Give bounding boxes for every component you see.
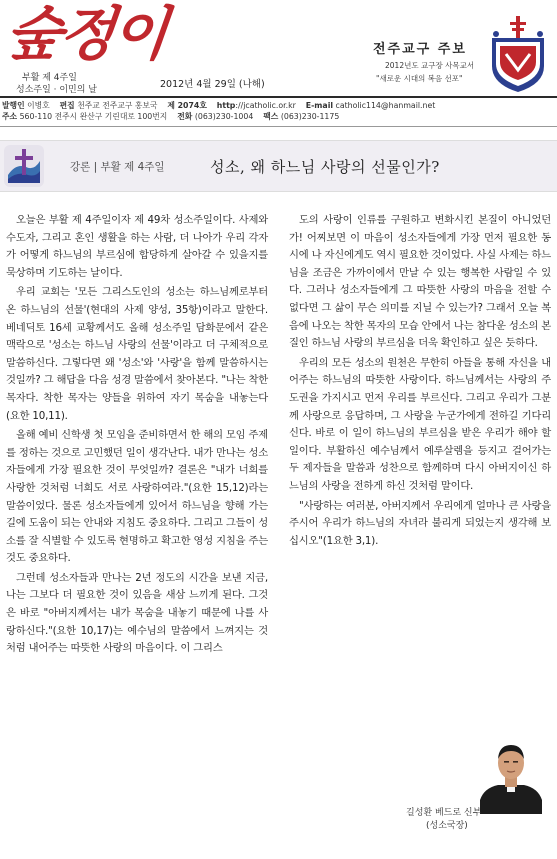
article-paragraph: 오늘은 부활 제 4주일이자 제 49차 성소주일이다. 사제와 수도자, 그리고 혼인 생활을 하는 사람, 더 나아가 우리 각자가 어떻게 하느님의 부르심에 합당하게 살아갈 수 있을지를 묵상하며 기도하는 날이다. bbox=[6, 214, 268, 279]
article-paragraph: 그런데 성소자들과 만나는 2년 정도의 시간을 보낸 지금, 나는 그보다 더 필요한 것이 있음을 새삼 느끼게 된다. 그것은 바로 "아버지께서는 내가 목숨을 내놓기 때문에 나를 사랑하신다."(요한 10,17)는 예수님의 말씀에서 느껴지는 것처럼 내어주는 따뜻한 사랑의 마음이다. 이 그리스 bbox=[6, 571, 268, 655]
article-paragraph: 도의 사랑이 인류를 구원하고 변화시킨 본질이 아니었던가! 어찌보면 이 마음이 성소자들에게 가장 먼저 필요한 동시에 나 자신에게도 역시 필요한 것이었다. 사실 사제는 하느님을 조금은 가까이에서 만날 수 있는 행복한 사람일 수 있다. 그러나 성소자들에게 그 따뜻한 사랑의 마음을 전할 수 없다면 그 삶이 무슨 의미를 지닐 수 있는가? 그래서 오늘 복음에 나오는 착한 목자의 모습 안에서 나는 참다운 성소의 본질인 하느님 사랑의 부르심을 더욱 확인하고 싶은 듯하다. bbox=[289, 214, 551, 350]
issue-date: 2012년 4월 29일 (나해) bbox=[160, 79, 265, 90]
liturgical-day: 부활 제 4주일 bbox=[22, 73, 77, 83]
bulletin-logo: 숲정이 bbox=[2, 0, 169, 68]
fax-label: 팩스 bbox=[263, 112, 279, 121]
website-label: http bbox=[216, 101, 236, 110]
article-column-left bbox=[6, 212, 268, 660]
priest-portrait bbox=[476, 736, 546, 814]
article-column-right bbox=[289, 212, 551, 552]
publisher-value: 이병호 bbox=[27, 101, 50, 110]
author-name: 길성환 베드로 신부 bbox=[406, 808, 482, 818]
fax-value: (063)230-1175 bbox=[280, 112, 340, 121]
author-role: (성소국장) bbox=[426, 821, 468, 831]
email-label: E-mail bbox=[305, 101, 334, 110]
publisher-info-line bbox=[2, 100, 435, 111]
masthead bbox=[0, 0, 557, 96]
article-paragraph: 올해 예비 신학생 첫 모임을 준비하면서 한 해의 모임 주제를 정하는 것으로 고민했던 일이 생각난다. 내가 만나는 성소자들에게 가장 필요한 것이 무엇일까? 결론은 "내가 너희를 사랑한 것처럼 너희도 서로 사랑하여라."(요한 15,12)라는 말씀이었다. 물론 성소자들에게 있어서 하느님을 향해 가는 길에 도움이 되는 안내와 지침도 중요하다. 그리고 그들이 성소를 잘 식별할 수 있도록 현명하고 확고한 영성 지침을 주는 것도 중요하다. bbox=[6, 429, 268, 565]
info-divider bbox=[0, 126, 557, 127]
email-link[interactable]: catholic114@hanmail.net bbox=[335, 101, 436, 110]
author-photo bbox=[476, 736, 546, 814]
observance-label: 성소주일 · 이민의 날 bbox=[16, 85, 97, 95]
address-label: 주소 bbox=[2, 112, 18, 121]
phone-label: 전화 bbox=[177, 112, 193, 121]
issue-number: 제 2074호 bbox=[167, 101, 207, 110]
homily-banner bbox=[0, 140, 557, 192]
diocese-seal-icon bbox=[486, 14, 550, 94]
website-link[interactable]: ://jcatholic.or.kr bbox=[235, 101, 296, 110]
article-paragraph: "사랑하는 여러분, 아버지께서 우리에게 얼마나 큰 사랑을 주시어 우리가 하느님의 자녀라 불리게 되었는지 생각해 보십시오"(1요한 3,1). bbox=[289, 499, 551, 547]
publisher-label: 발행인 bbox=[2, 101, 25, 110]
homily-label: 강론 | 부활 제 4주일 bbox=[70, 161, 165, 173]
article-paragraph: 우리 교회는 '모든 그리스도인의 성소는 하느님께로부터 온 하느님의 선물'(현대의 사제 양성, 35항)이라고 말한다. 베네딕토 16세 교황께서도 올해 성소주일 담화문에서 같은 맥락으로 '성소는 하느님 사랑의 선물'이라고 더 구체적으로 말씀하신다. 그렇다면 왜 '성소'와 '사랑'을 함께 말씀하시는 것일까? 그 해답을 다음 성경 말씀에서 찾아본다. "나는 착한 목자다. 착한 목자는 양들을 위하여 자기 목숨을 내놓는다(요한 10,11). bbox=[6, 286, 268, 422]
editor-value: 천주교 전주교구 홍보국 bbox=[77, 101, 158, 110]
homily-title: 성소, 왜 하느님 사랑의 선물인가? bbox=[210, 158, 440, 176]
editor-label: 편집 bbox=[59, 101, 75, 110]
address-info-line bbox=[2, 111, 339, 122]
cross-icon bbox=[4, 145, 44, 187]
masthead-divider bbox=[0, 96, 557, 98]
phone-value: (063)230-1004 bbox=[194, 112, 254, 121]
article-paragraph: 우리의 모든 성소의 원천은 무한히 아들을 통해 자신을 내어주는 하느님의 따뜻한 사랑이다. 하느님께서는 사랑의 주도권을 가지시고 먼저 우리를 부르신다. 그리고 우리가 그분께 사랑으로 응답하며, 그 사랑을 누군가에게 전하길 기다리신다. 바로 이 일이 하느님의 부르심을 받은 우리가 해야 할 일이다. 부활하신 예수님께서 예루살렘을 등지고 걸어가는 두 제자들을 말씀과 성찬으로 함께하며 다시 아버지이신 하느님의 사랑을 전하게 하신 것처럼 말이다. bbox=[289, 356, 551, 492]
publication-slogan: "새로운 시대의 복음 선포" bbox=[376, 74, 463, 83]
publication-year-note: 2012년도 교구장 사목교서 bbox=[385, 61, 475, 70]
address-value: 560-110 전주시 완산구 기린대로 100번지 bbox=[19, 112, 168, 121]
publication-title: 전주교구 주보 bbox=[373, 42, 467, 57]
